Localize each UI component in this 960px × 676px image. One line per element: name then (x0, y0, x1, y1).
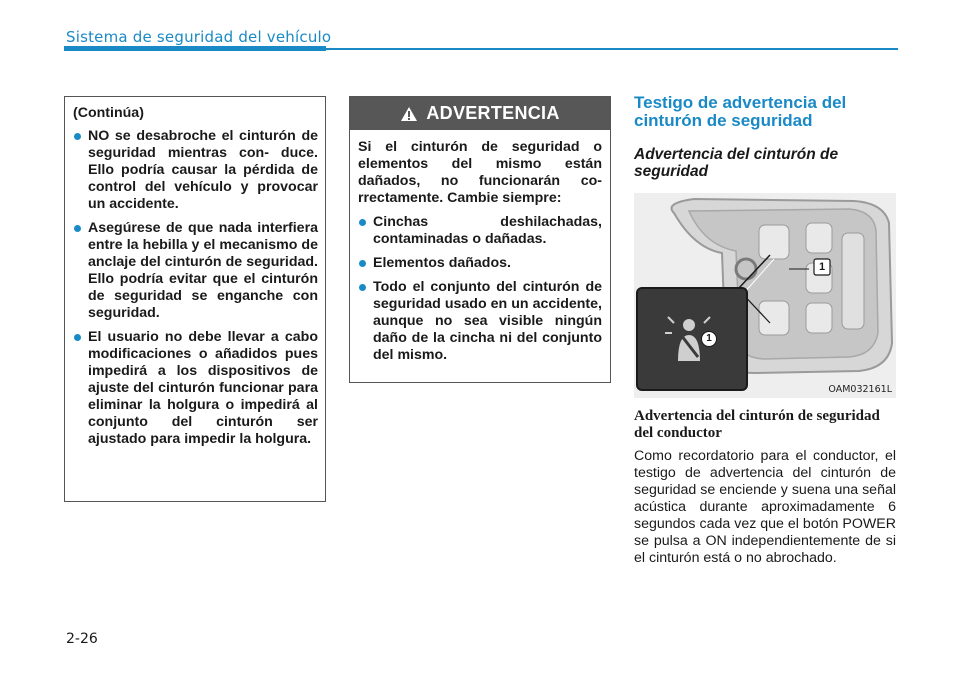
list-item: Elementos dañados. (358, 255, 602, 272)
warning-header (350, 97, 610, 130)
callout-number-car: 1 (818, 261, 826, 273)
list-item: Asegúrese de que nada interfiera entre la hebilla y el mecanismo de anclaje del cinturón de seguridad. Ello podría evitar que el cinturón de seguridad se enganche con seguridad. (73, 220, 318, 322)
callout-number-lamp: 1 (706, 333, 712, 344)
list-item: El usuario no debe llevar a cabo modificaciones o añadidos pues impedirá a los dispositivos de ajuste del cinturón funcionar para eliminar la holgura o impedirá al conjunto del cinturón ser ajustado para impedir la holgura. (73, 329, 318, 448)
header-rule-thin (326, 48, 898, 50)
list-item: Todo el conjunto del cinturón de seguridad usado en un accidente, aunque no sea visible ningún daño de la cincha ni del conjunto del mismo. (358, 279, 602, 364)
driver-warning-heading: Advertencia del cinturón de seguridad del conductor (634, 408, 880, 441)
seatbelt-section (634, 94, 896, 567)
bullet-icon (74, 133, 81, 140)
section-title: Sistema de seguridad del vehículo (66, 28, 332, 46)
continued-warning-box (64, 96, 326, 502)
bullet-icon (359, 219, 366, 226)
bullet-icon (359, 260, 366, 267)
figure-code: OAM032161L (828, 384, 892, 395)
continued-list (73, 128, 318, 448)
page-number: 2-26 (66, 631, 98, 647)
section-heading: Testigo de advertencia del cinturón de seguridad (634, 93, 847, 130)
list-item: Cinchas deshilachadas, contaminadas o dañadas. (358, 214, 602, 248)
bullet-icon (359, 284, 366, 291)
warning-list (358, 214, 602, 364)
continued-label: (Continúa) (73, 105, 144, 121)
warning-intro: Si el cinturón de seguridad o elementos del mismo están dañados, no funcionarán co- rrectamente. Cambie siempre: (358, 139, 602, 206)
header-rule-thick (64, 46, 326, 51)
car-top-view-image (634, 193, 896, 398)
warning-triangle-icon (400, 106, 418, 122)
section-subheading: Advertencia del cinturón de seguridad (634, 146, 839, 180)
warning-heading: ADVERTENCIA (426, 103, 560, 123)
warning-box (349, 96, 611, 383)
bullet-icon (74, 334, 81, 341)
bullet-icon (74, 225, 81, 232)
driver-warning-body: Como recordatorio para el conductor, el testigo de advertencia del cinturón de seguridad se enciende y suena una señal acústica durante aproximadamente 6 segundos cada vez que el botón POWER se pulsa a ON independientemente de si el cinturón está o no abrochado. (634, 448, 896, 566)
list-item: NO se desabroche el cinturón de seguridad mientras con- duce. Ello podría causar la pérdida de control del vehículo y provocar un accidente. (73, 128, 318, 213)
car-illustration (634, 193, 896, 398)
